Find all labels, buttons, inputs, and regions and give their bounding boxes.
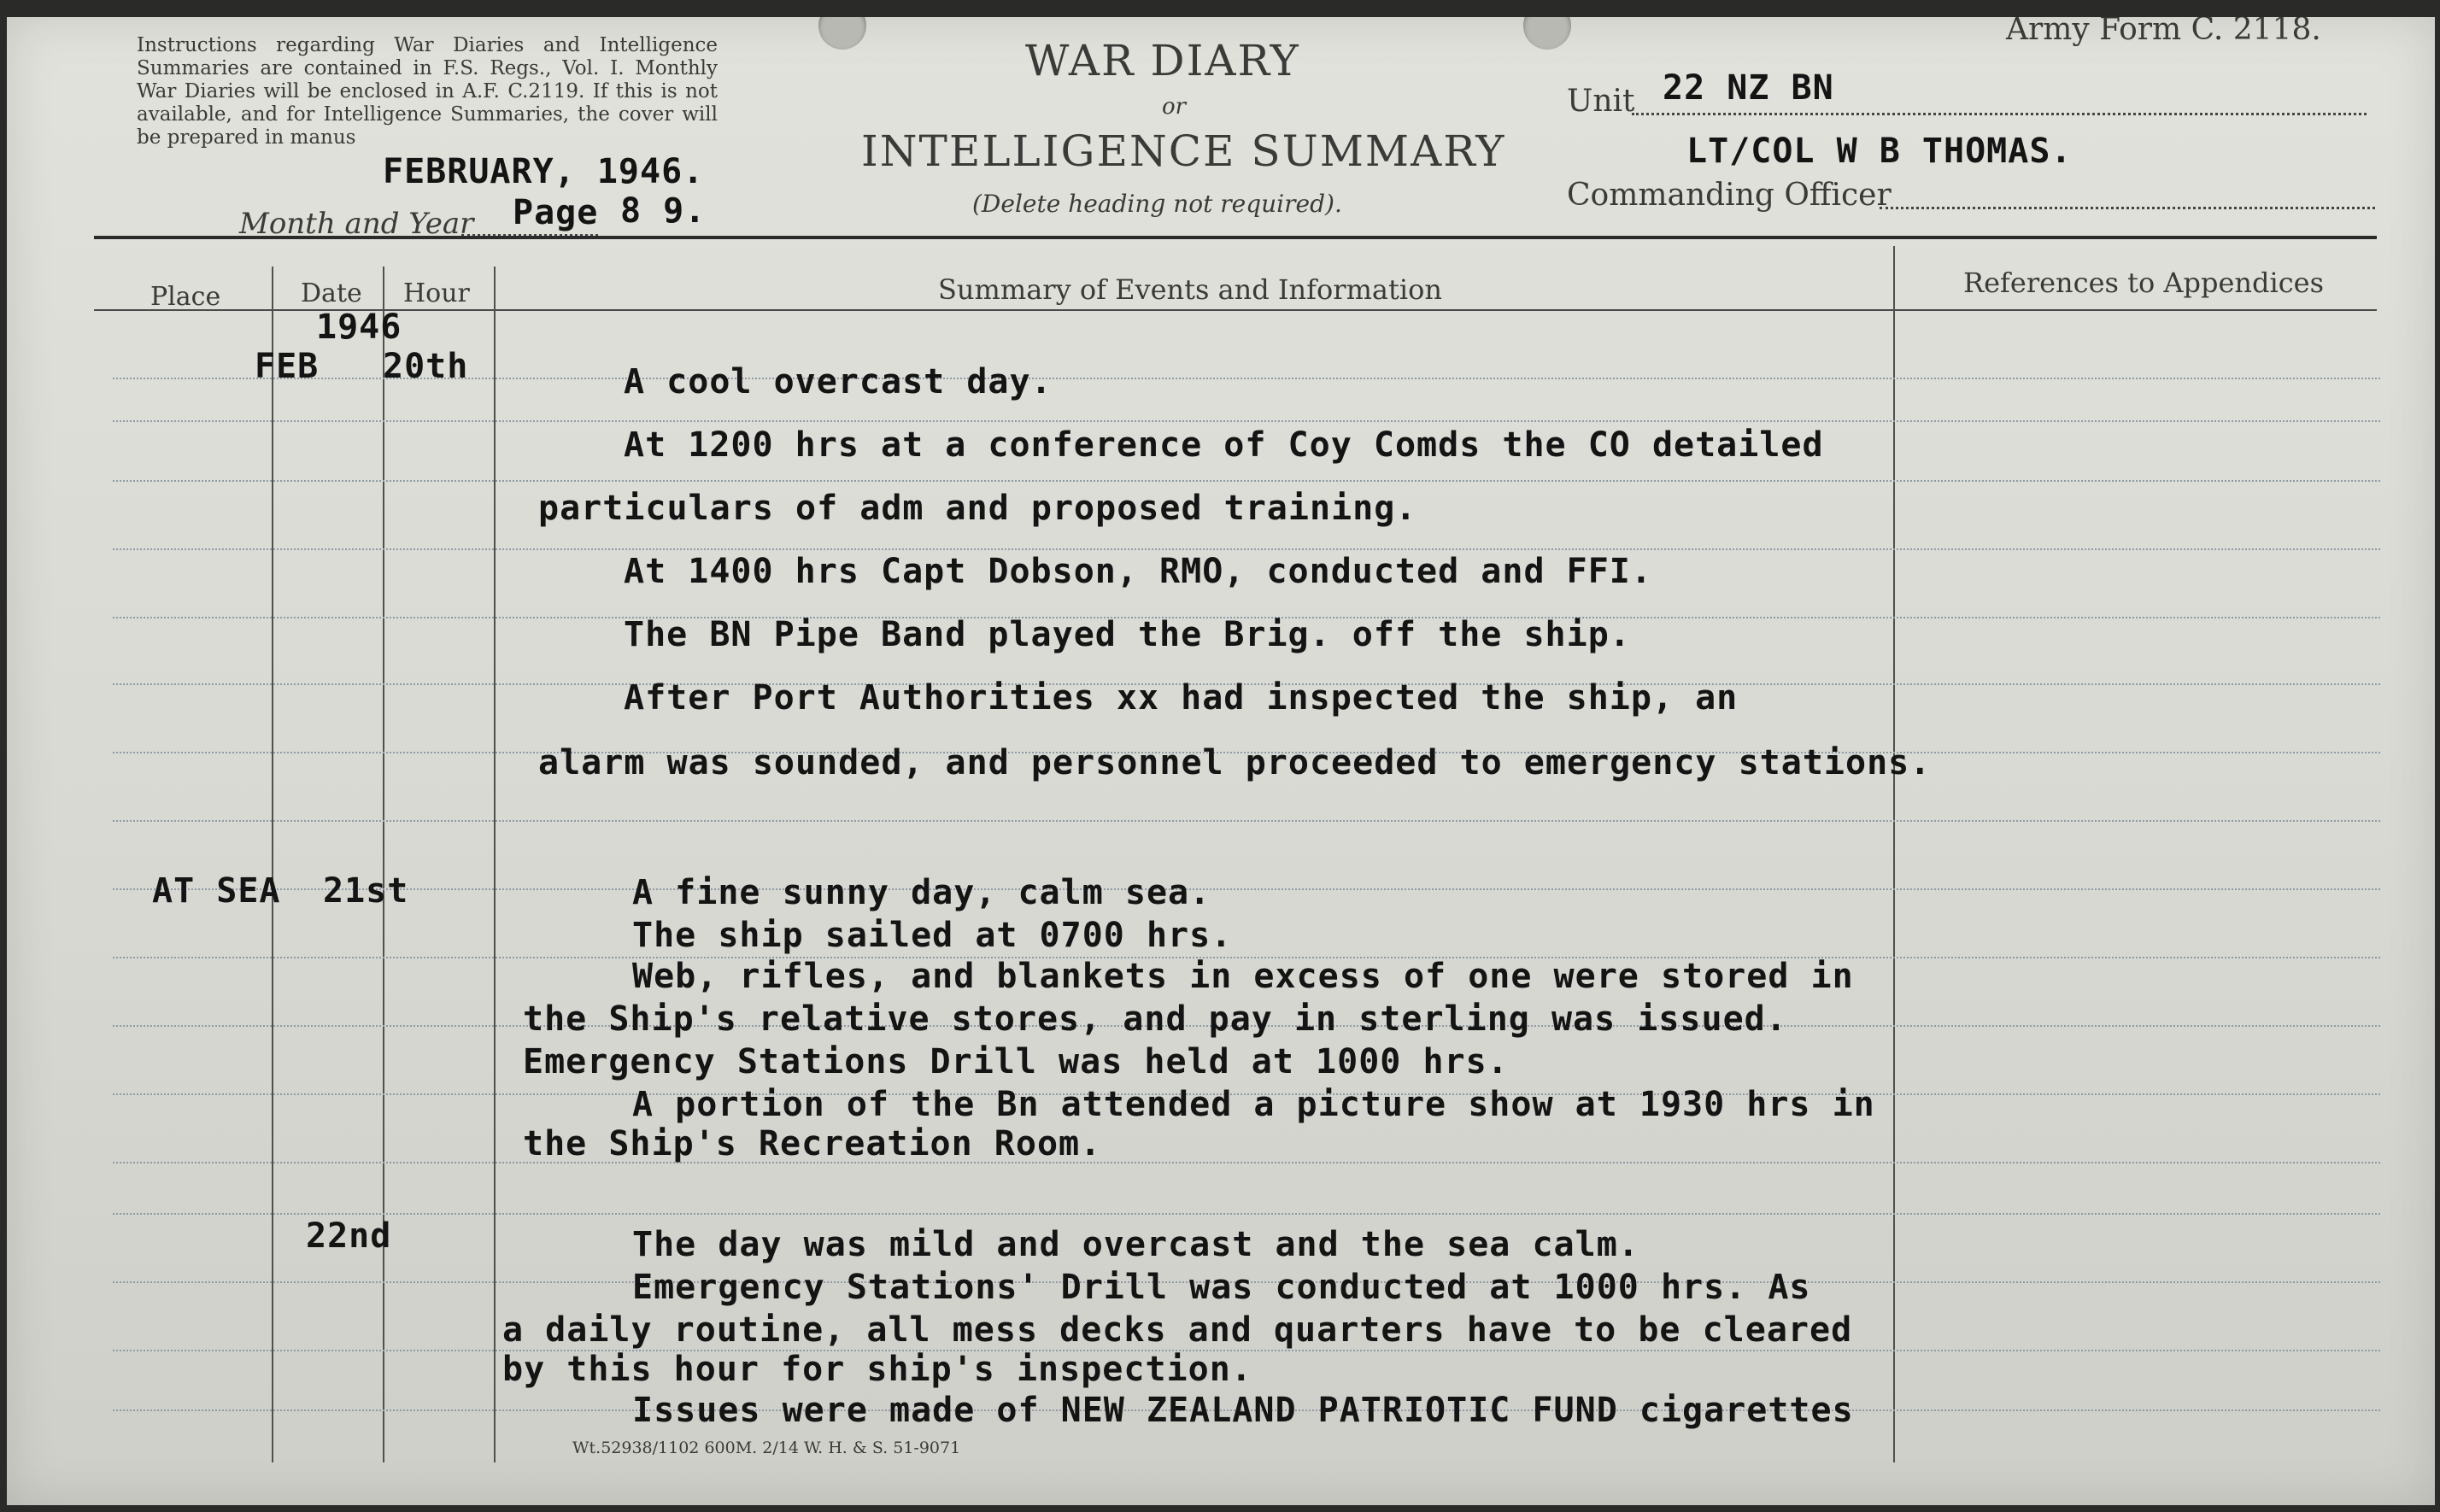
commanding-officer-name: LT/COL W B THOMAS. [1686,132,2073,171]
unit-label: Unit [1567,84,1635,119]
column-header-date: Date [301,278,362,308]
entry-feb20-line: particulars of adm and proposed training. [538,489,1417,528]
entry-feb20-line: The BN Pipe Band played the Brig. off the ship. [624,615,1631,654]
entry-feb21-line: A fine sunny day, calm sea. [632,873,1211,912]
army-form-label: Army Form C. 2118. [2006,17,2321,47]
entry-feb20-line: A cool overcast day. [624,362,1053,401]
place-date-divider [272,267,273,1462]
ruled-line [113,548,2380,550]
entry-feb21-line: the Ship's relative stores, and pay in sterling was issued. [523,999,1787,1039]
page-label: Page [513,193,599,232]
entry-feb21-line: A portion of the Bn attended a picture show at 1930 hrs in [632,1085,1875,1124]
entry-feb22-line: by this hour for ship's inspection. [502,1350,1252,1389]
ruled-line [113,888,2380,890]
hour-summary-divider [494,267,496,1462]
entry-feb20-place: FEB [255,347,320,386]
entry-feb20-line: alarm was sounded, and personnel proceeded to emergency stations. [538,743,1932,782]
column-header-rule [94,309,2377,311]
commanding-officer-dotted-line [1880,207,2375,209]
column-header-references: References to Appendices [1963,267,2325,299]
ruled-line [113,480,2380,482]
page-number: 8 9. [620,191,707,231]
title-or: or [1162,94,1187,120]
column-header-place: Place [150,282,221,312]
ruled-line [113,1162,2380,1163]
ruled-line [113,1213,2380,1215]
punch-hole-right [1523,17,1571,50]
title-note: (Delete heading not required). [972,190,1342,218]
entry-year: 1946 [316,308,402,347]
header-rule [94,236,2377,239]
entry-feb21-line: The ship sailed at 0700 hrs. [632,916,1233,955]
title-intelligence-summary: INTELLIGENCE SUMMARY [861,126,1506,176]
entry-feb21-date: 21st [323,871,409,911]
punch-hole-left [818,17,866,50]
column-header-hour: Hour [403,278,470,308]
column-header-summary: Summary of Events and Information [938,273,1442,306]
entry-feb20-line: After Port Authorities xx had inspected the ship, an [624,678,1739,718]
ruled-line [113,420,2380,422]
entry-feb21-line: the Ship's Recreation Room. [523,1124,1102,1163]
entry-feb21-line: Emergency Stations Drill was held at 1000 hrs. [523,1042,1509,1081]
entry-feb20-line: At 1400 hrs Capt Dobson, RMO, conducted and FFI. [624,552,1652,591]
instructions-text: Instructions regarding War Diaries and Intelligence Summaries are contained in F.S. Regs., Vol. I. Monthly War Diaries will be enclosed in A.F. C.2119. If this is not available, and for Intelligence Summaries, the cover will be prepared in manus [137,34,718,149]
commanding-officer-label: Commanding Officer [1567,178,1892,213]
month-year-label: Month and Year [239,207,474,241]
entry-feb22-line: Issues were made of NEW ZEALAND PATRIOTIC FUND cigarettes [632,1391,1854,1430]
title-war-diary: WAR DIARY [1025,36,1300,85]
entry-feb22-line: a daily routine, all mess decks and quarters have to be cleared [502,1310,1853,1350]
entry-feb20-date: 20th [383,347,469,386]
date-hour-divider [383,267,384,1462]
entry-feb22-line: Emergency Stations' Drill was conducted at 1000 hrs. As [632,1268,1811,1307]
entry-feb22-line: The day was mild and overcast and the sea calm. [632,1225,1639,1264]
entry-feb21-place: AT SEA [152,871,281,911]
entry-feb22-date: 22nd [306,1216,392,1256]
summary-references-divider [1893,246,1895,1462]
unit-value: 22 NZ BN [1663,68,1834,108]
entry-feb21-line: Web, rifles, and blankets in excess of one were stored in [632,957,1854,996]
month-year-value: FEBRUARY, 1946. [383,152,705,191]
footer-print-code: Wt.52938/1102 600M. 2/14 W. H. & S. 51-9071 [572,1439,961,1457]
ruled-line [113,820,2380,822]
entry-feb20-line: At 1200 hrs at a conference of Coy Comds the CO detailed [624,425,1824,465]
war-diary-sheet [7,17,2435,1505]
unit-dotted-line [1632,113,2367,115]
